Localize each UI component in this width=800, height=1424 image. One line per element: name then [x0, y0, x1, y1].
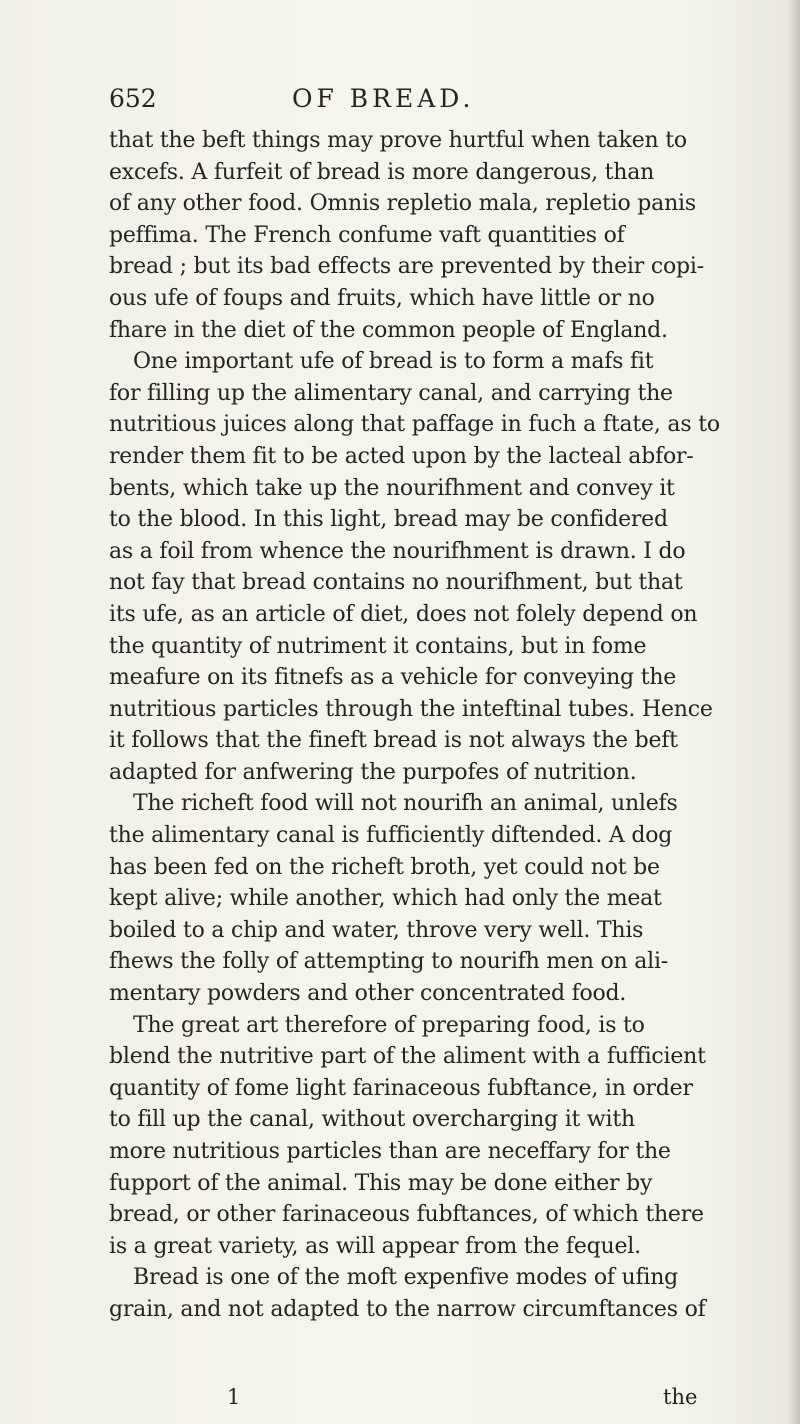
text-line: fhews the folly of attempting to nourifh men on ali- [109, 949, 669, 975]
text-line: of any other food. Omnis repletio mala, repletio panis [109, 191, 696, 217]
text-line: to fill up the canal, without overcharging it with [109, 1107, 635, 1133]
text-line: that the beft things may prove hurtful when taken to [109, 128, 687, 153]
text-line: The great art therefore of preparing food, is to [133, 1012, 645, 1038]
text-line: peffima. The French confume vaft quantities of [109, 222, 625, 248]
text-line: more nutritious particles than are neceffary for the [109, 1139, 671, 1164]
page-footer [109, 1385, 797, 1415]
text-line: fhare in the diet of the common people of England. [109, 317, 668, 343]
text-line: Bread is one of the moft expenfive modes of ufing [133, 1265, 679, 1291]
text-line: nutritious particles through the inteftinal tubes. Hence [109, 696, 713, 722]
text-line: boiled to a chip and water, throve very well. This [109, 917, 644, 943]
signature-mark: 1 [227, 1385, 241, 1409]
text-line: The richeft food will not nourifh an animal, unlefs [133, 791, 678, 817]
text-line: not fay that bread contains no nourifhment, but that [109, 570, 683, 596]
text-line: for filling up the alimentary canal, and carrying the [109, 380, 673, 406]
text-line: bread ; but its bad effects are prevented by their copi- [109, 254, 704, 280]
text-line: the alimentary canal is fufficiently diftended. A dog [109, 823, 673, 849]
text-line: grain, and not adapted to the narrow circumftances of [109, 1296, 706, 1322]
text-line: ous ufe of foups and fruits, which have little or no [109, 285, 655, 311]
text-line: One important ufe of bread is to form a mafs fit [133, 349, 654, 375]
text-line: render them fit to be acted upon by the lacteal abfor- [109, 443, 694, 469]
catchword: the [663, 1385, 698, 1409]
text-line: meafure on its fitnefs as a vehicle for conveying the [109, 665, 677, 691]
page-header [109, 84, 709, 118]
text-line: has been fed on the richeft broth, yet could not be [109, 854, 660, 880]
text-line: nutritious juices along that paffage in fuch a ftate, as to [109, 412, 720, 438]
text-line: bents, which take up the nourifhment and convey it [109, 475, 675, 501]
text-line: mentary powders and other concentrated food. [109, 981, 627, 1007]
text-line: blend the nutritive part of the aliment with a fufficient [109, 1044, 706, 1070]
text-line: its ufe, as an article of diet, does not folely depend on [109, 601, 698, 627]
text-line: adapted for anfwering the purpofes of nutrition. [109, 759, 637, 785]
text-line: quantity of fome light farinaceous fubftance, in order [109, 1075, 693, 1101]
text-line: bread, or other farinaceous fubftances, of which there [109, 1202, 704, 1228]
page-number: 652 [109, 84, 157, 113]
text-line: to the blood. In this light, bread may be confidered [109, 507, 668, 533]
running-head: OF BREAD. [292, 84, 475, 113]
body-text [109, 125, 797, 1326]
text-line: the quantity of nutriment it contains, but in fome [109, 633, 647, 659]
text-line: kept alive; while another, which had only the meat [109, 886, 662, 912]
text-line: excefs. A furfeit of bread is more dangerous, than [109, 159, 655, 185]
text-line: it follows that the fineft bread is not always the beft [109, 728, 678, 754]
text-line: fupport of the animal. This may be done either by [109, 1170, 653, 1196]
text-line: as a foil from whence the nourifhment is drawn. I do [109, 538, 686, 564]
text-line: is a great variety, as will appear from the fequel. [109, 1233, 641, 1259]
